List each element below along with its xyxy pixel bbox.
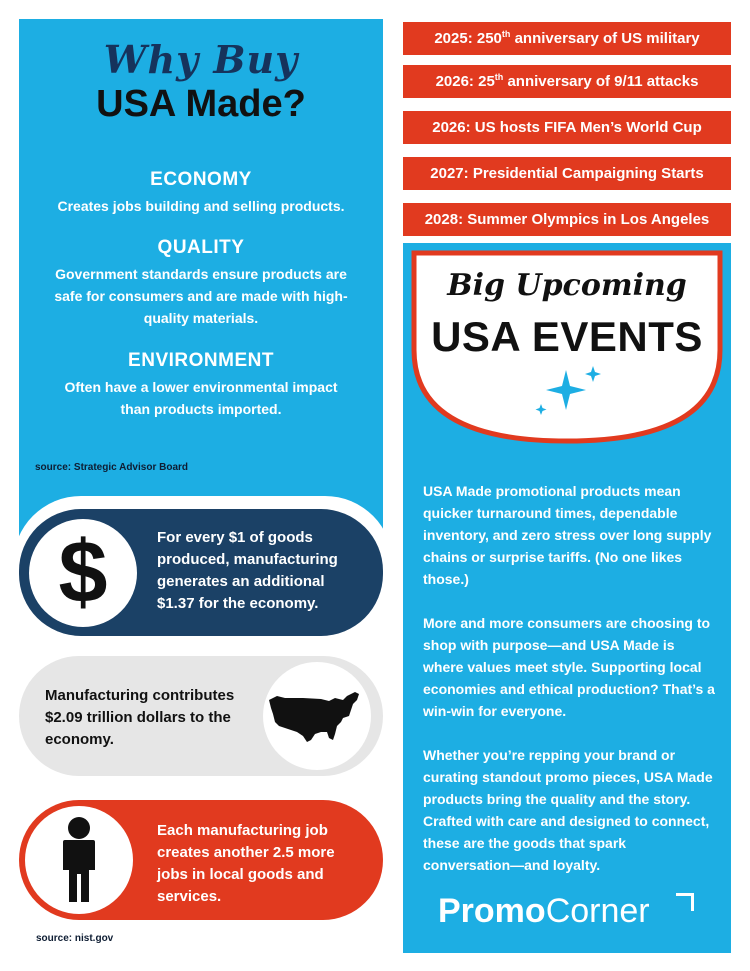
source-label: source: nist.gov xyxy=(36,933,114,944)
body-paragraph: USA Made promotional products mean quicker turnaround times, dependable inventory, and zero stress over long supply chains or surprise tariffs. (No one likes those.) xyxy=(423,483,712,587)
usa-events-title: USA EVENTS xyxy=(431,313,703,360)
corner-bracket-icon xyxy=(676,893,694,911)
reason-heading: ENVIRONMENT xyxy=(128,350,274,371)
stat-pill-dollar xyxy=(19,509,383,636)
reason-quality xyxy=(19,237,383,329)
logo-corner: Corner xyxy=(545,892,650,930)
body-paragraph: Whether you’re repping your brand or curating standout promo pieces, USA Made products bring the quality and the story. Crafted with care and designed to connect, these are the goods that spark conversation—and loyalty. xyxy=(423,747,713,873)
person-icon xyxy=(25,806,133,914)
why-buy-panel xyxy=(19,19,383,539)
why-buy-script-title: Why Buy xyxy=(103,37,299,82)
event-bar-2028: 2028: Summer Olympics in Los Angeles xyxy=(403,203,731,236)
reason-heading: ECONOMY xyxy=(150,169,252,190)
event-number: 25 xyxy=(478,73,495,90)
reason-economy xyxy=(19,169,383,217)
reason-text: Often have a lower environmental impact than products imported. xyxy=(64,379,338,417)
stat-pill-usa xyxy=(19,656,383,776)
stat-pill-jobs xyxy=(19,800,383,920)
dollar-sign-icon: $ xyxy=(58,522,108,621)
source-label: source: Strategic Advisor Board xyxy=(35,462,189,473)
big-upcoming-script: Big Upcoming xyxy=(447,268,687,303)
promo-corner-logo xyxy=(438,892,650,931)
usa-map-circle xyxy=(263,662,371,770)
stat-text: For every $1 of goods produced, manufacturing generates an additional $1.37 for the economy. xyxy=(157,529,338,612)
event-bar-2026-anniversary xyxy=(403,65,731,98)
reason-environment xyxy=(19,350,383,420)
usa-map-icon xyxy=(263,662,371,770)
reason-text: Government standards ensure products are safe for consumers and are made with high-quality materials. xyxy=(54,266,348,326)
logo-promo: Promo xyxy=(438,892,546,930)
event-year: 2026: xyxy=(435,73,474,90)
event-bar-2027: 2027: Presidential Campaigning Starts xyxy=(403,157,731,190)
event-text: anniversary of US military xyxy=(514,30,700,47)
body-paragraph: More and more consumers are choosing to shop with purpose—and USA Made is where values meet style. Supporting local economies and ethical production? That’s a win-win for everyone. xyxy=(423,615,715,719)
event-bar-2025 xyxy=(403,22,731,55)
event-ordinal: th xyxy=(501,29,511,39)
stat-text: Manufacturing contributes $2.09 trillion dollars to the economy. xyxy=(45,687,235,748)
stat-text: Each manufacturing job creates another 2.5 more jobs in local goods and services. xyxy=(157,822,335,905)
usa-made-title: USA Made? xyxy=(96,83,306,125)
person-circle xyxy=(25,806,133,914)
reason-text: Creates jobs building and selling products. xyxy=(57,198,345,214)
event-bar-2026-fifa: 2026: US hosts FIFA Men’s World Cup xyxy=(403,111,731,144)
event-ordinal: th xyxy=(494,72,504,82)
dollar-circle xyxy=(29,519,137,627)
reason-heading: QUALITY xyxy=(157,237,245,258)
event-year: 2025: xyxy=(434,30,473,47)
event-number: 250 xyxy=(476,30,502,47)
event-text: anniversary of 9/11 attacks xyxy=(507,73,699,90)
